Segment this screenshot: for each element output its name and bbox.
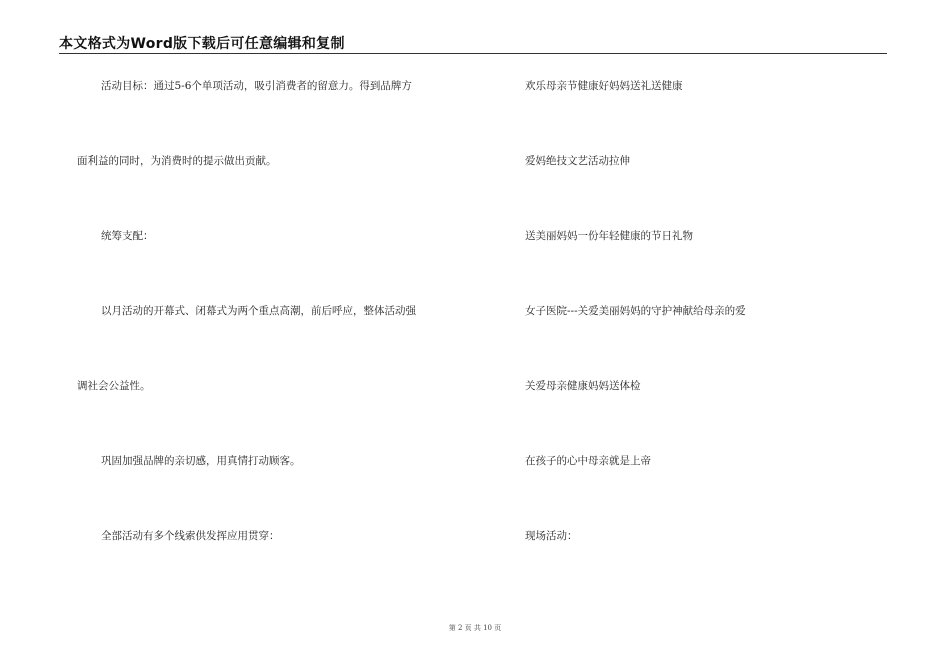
paragraph-line: 关爱母亲健康妈妈送体检 [525, 380, 641, 392]
paragraph-line: 面利益的同时，为消费时的提示做出贡献。 [77, 155, 277, 167]
page-number: 第 2 页 共 10 页 [448, 624, 502, 632]
paragraph-line: 现场活动： [525, 530, 578, 542]
paragraph-line: 欢乐母亲节健康好妈妈送礼送健康 [525, 80, 683, 92]
header-divider [59, 53, 887, 54]
paragraph-line: 送美丽妈妈一份年轻健康的节日礼物 [525, 230, 693, 242]
paragraph-line: 全部活动有多个线索供发挥应用贯穿： [101, 530, 280, 542]
document-header-title: 本文格式为Word版下载后可任意编辑和复制 [59, 36, 345, 52]
paragraph-line: 在孩子的心中母亲就是上帝 [525, 455, 651, 467]
paragraph-line: 爱妈绝技文艺活动拉伸 [525, 155, 630, 167]
paragraph-line: 活动目标：通过5-6个单项活动，吸引消费者的留意力。得到品牌方 [101, 80, 412, 92]
paragraph-line: 统筹支配： [101, 230, 154, 242]
paragraph-line: 调社会公益性。 [77, 380, 151, 392]
paragraph-line: 女子医院---关爱美丽妈妈的守护神献给母亲的爱 [525, 305, 746, 317]
paragraph-line: 以月活动的开幕式、闭幕式为两个重点高潮，前后呼应，整体活动强 [101, 305, 416, 317]
paragraph-line: 巩固加强品牌的亲切感，用真情打动顾客。 [101, 455, 301, 467]
